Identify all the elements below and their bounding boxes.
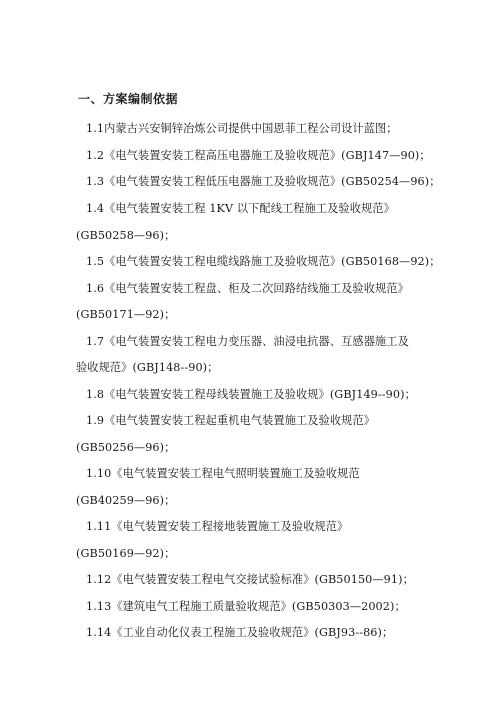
- reference-line: 1.12《电气装置安装工程电气交接试验标准》(GB50150—91)；: [86, 573, 414, 586]
- section-heading: 一、方案编制依据: [78, 92, 179, 106]
- reference-line: 1.9《电气装置安装工程起重机电气装置施工及验收规范》: [86, 414, 375, 427]
- reference-line: 1.10《电气装置安装工程电气照明装置施工及验收规范: [86, 467, 360, 480]
- reference-line: (GB50258—96)；: [76, 229, 176, 242]
- reference-line: 1.7《电气装置安装工程电力变压器、油浸电抗器、互感器施工及: [86, 335, 409, 348]
- reference-line: 1.2《电气装置安装工程高压电器施工及验收规范》(GBJ147—90)；: [86, 149, 431, 162]
- reference-line: 1.5《电气装置安装工程电缆线路施工及验收规范》(GB50168—92)；: [86, 255, 441, 268]
- reference-line: 1.6《电气装置安装工程盘、柜及二次回路结线施工及验收规范》: [86, 282, 409, 295]
- reference-line: 1.4《电气装置安装工程 1KV 以下配线工程施工及验收规范》: [86, 202, 395, 215]
- reference-line: 1.11《电气装置安装工程接地装置施工及验收规范》: [86, 520, 349, 533]
- reference-line: 验收规范》(GBJ148--90)；: [76, 361, 219, 374]
- reference-line: (GB50169—92)；: [76, 547, 176, 560]
- reference-line: 1.8《电气装置安装工程母线装置施工及验收规》(GBJ149--90)；: [86, 388, 416, 401]
- reference-line: (GB50171—92)；: [76, 308, 176, 321]
- reference-line: (GB50256—96)；: [76, 441, 176, 454]
- reference-line: 1.13《建筑电气工程施工质量验收规范》(GB50303—2002)；: [86, 600, 406, 613]
- reference-line: 1.14《工业自动化仪表工程施工及验收规范》(GBJ93--86)；: [86, 626, 394, 639]
- reference-line: 1.3《电气装置安装工程低压电器施工及验收规范》(GB50254—96)；: [86, 175, 441, 188]
- reference-line: 1.1内蒙古兴安铜锌冶炼公司提供中国恩菲工程公司设计蓝图；: [86, 122, 398, 135]
- reference-line: (GB40259—96)；: [76, 494, 176, 507]
